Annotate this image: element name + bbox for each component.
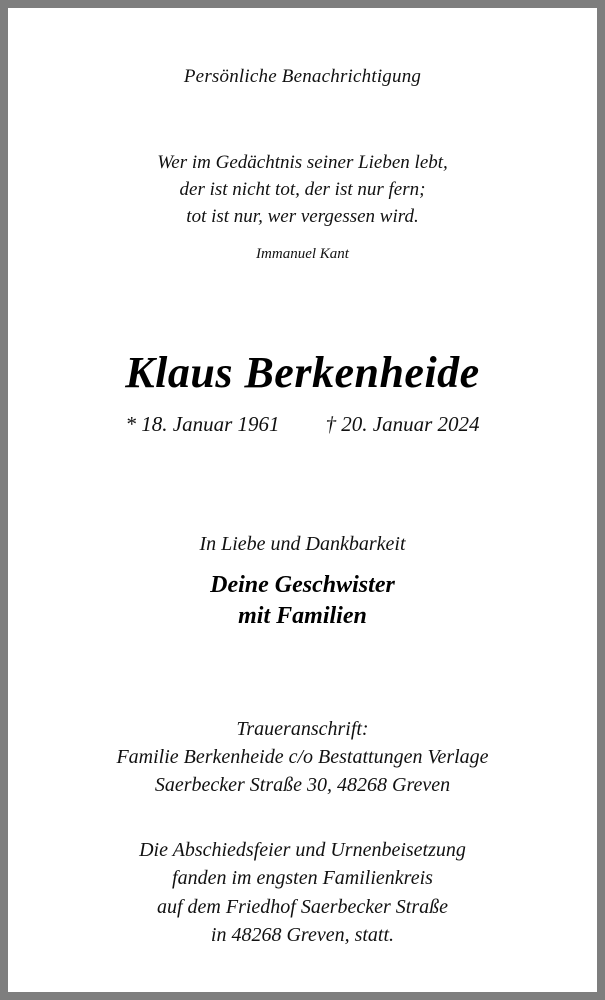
tribute-signer-line-1: Deine Geschwister [210,572,395,599]
ceremony-line-3: auf dem Friedhof Saerbecker Straße [156,895,449,918]
death-date: † 20. Januar 2024 [325,412,480,437]
birth-date: * 18. Januar 1961 [125,412,280,437]
verse-line-3: tot ist nur, wer vergessen wird. [186,205,419,227]
verse-line-2: der ist nicht tot, der ist nur fern; [179,178,426,200]
address-line-1: Familie Berkenheide c/o Bestattungen Verlage [116,745,489,768]
tribute-block [199,533,405,632]
address-label: Traueranschrift: [236,717,369,740]
ceremony-note [139,836,466,950]
ceremony-line-4: in 48268 Greven, statt. [210,923,395,946]
deceased-name: Klaus Berkenheide [125,348,480,398]
verse-author: Immanuel Kant [256,245,349,262]
obituary-card [8,8,597,992]
tribute-signer-line-2: mit Familien [238,603,367,630]
ceremony-line-1: Die Abschiedsfeier und Urnenbeisetzung [139,838,466,861]
notice-kicker: Persönliche Benachrichtigung [183,66,422,87]
memorial-verse [157,150,448,265]
tribute-intro: In Liebe und Dankbarkeit [199,533,406,556]
mourning-address [116,715,488,800]
ceremony-line-2: fanden im engsten Familienkreis [172,867,433,890]
address-line-2: Saerbecker Straße 30, 48268 Greven [154,774,451,797]
life-dates [126,412,480,437]
tribute-signers [199,570,405,632]
verse-line-1: Wer im Gedächtnis seiner Lieben lebt, [157,152,448,173]
